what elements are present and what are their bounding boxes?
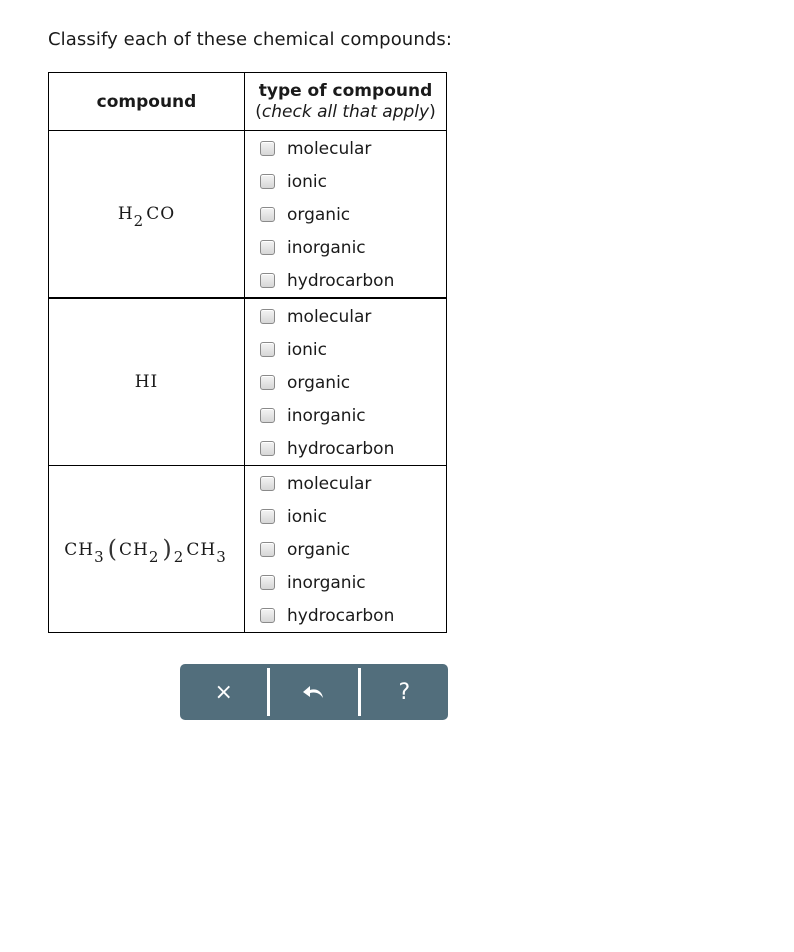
options-cell [245,298,447,466]
checkbox[interactable] [260,509,275,524]
formula-part: H [117,204,134,224]
type-column-subtitle [245,102,446,123]
option-hydrocarbon[interactable] [245,432,446,465]
question-prompt: Classify each of these chemical compounds: [48,29,452,50]
formula-paren: ( [107,535,119,563]
compound-column-header: compound [49,73,245,131]
checkbox[interactable] [260,207,275,222]
compound-row-hi [49,298,447,466]
option-hydrocarbon[interactable] [245,264,446,297]
formula-subscript: 3 [216,548,227,566]
option-label: molecular [287,138,372,159]
option-label: inorganic [287,405,366,426]
option-label: organic [287,372,351,393]
option-label: inorganic [287,572,366,593]
formula-cell [49,131,245,299]
formula-subscript: 2 [133,212,145,230]
option-label: molecular [287,306,372,327]
subtitle-close-paren: ) [429,101,436,122]
option-label: hydrocarbon [287,270,395,291]
option-molecular[interactable] [245,300,446,333]
option-organic[interactable] [245,198,446,231]
checkbox[interactable] [260,273,275,288]
classification-table [48,72,447,633]
subtitle-instruction: check all that apply [261,101,430,122]
option-label: ionic [287,339,327,360]
option-inorganic[interactable] [245,566,446,599]
checkbox[interactable] [260,141,275,156]
option-label: molecular [287,473,372,494]
formula-part: CO [146,204,176,224]
option-molecular[interactable] [245,467,446,500]
help-icon: ? [398,679,411,705]
formula-butane [64,535,228,566]
formula-part: CH [186,540,217,560]
undo-icon [301,683,327,701]
undo-button[interactable] [270,664,357,720]
checkbox[interactable] [260,575,275,590]
option-label: hydrocarbon [287,605,395,626]
checkbox[interactable] [260,542,275,557]
option-label: hydrocarbon [287,438,395,459]
checkbox[interactable] [260,408,275,423]
formula-paren: ) [162,535,173,563]
checkbox[interactable] [260,476,275,491]
formula-part: CH [119,540,149,560]
option-hydrocarbon[interactable] [245,599,446,632]
option-label: organic [287,539,351,560]
option-molecular[interactable] [245,132,446,165]
checkbox[interactable] [260,608,275,623]
checkbox[interactable] [260,309,275,324]
formula-h2co [117,204,176,230]
option-ionic[interactable] [245,165,446,198]
header-row [49,73,447,131]
checkbox[interactable] [260,342,275,357]
type-column-title: type of compound [258,80,433,101]
compound-row-butane [49,466,447,633]
subtitle-open-paren: ( [255,101,262,122]
option-organic[interactable] [245,366,446,399]
option-organic[interactable] [245,533,446,566]
options-cell [245,131,447,299]
option-label: ionic [287,171,327,192]
answer-toolbar [180,664,448,720]
clear-button[interactable] [180,664,267,720]
options-cell [245,466,447,633]
option-label: ionic [287,506,327,527]
formula-subscript: 3 [94,548,105,566]
close-icon: × [214,679,233,705]
formula-subscript: 2 [148,548,160,566]
option-ionic[interactable] [245,500,446,533]
option-label: organic [287,204,351,225]
checkbox[interactable] [260,441,275,456]
type-column-header [245,73,447,131]
formula-cell [49,298,245,466]
formula-part: CH [64,540,95,560]
compound-row-h2co [49,131,447,299]
checkbox[interactable] [260,240,275,255]
formula-subscript: 2 [173,548,185,566]
option-ionic[interactable] [245,333,446,366]
formula-hi: HI [134,372,159,392]
checkbox[interactable] [260,174,275,189]
option-inorganic[interactable] [245,231,446,264]
help-button[interactable] [361,664,448,720]
option-label: inorganic [287,237,366,258]
option-inorganic[interactable] [245,399,446,432]
checkbox[interactable] [260,375,275,390]
formula-cell [49,466,245,633]
